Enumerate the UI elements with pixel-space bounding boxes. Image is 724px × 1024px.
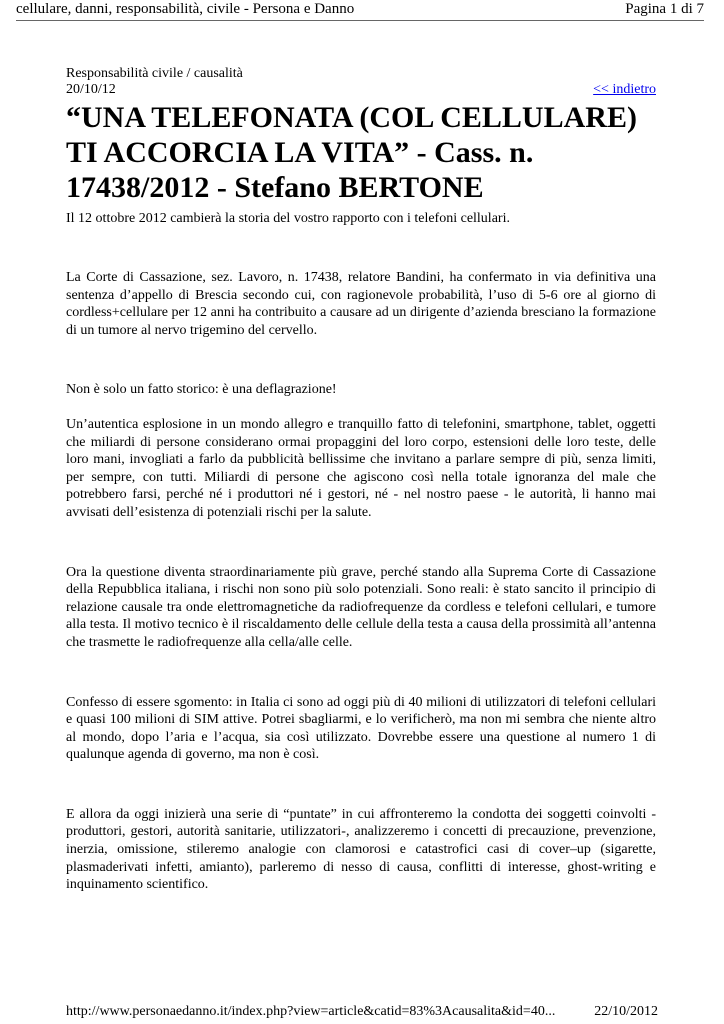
paragraph: Confesso di essere sgomento: in Italia ci sono ad oggi più di 40 milioni di utilizzatori di telefoni cellulari e quasi 100 milioni di SIM attive. Potrei sbagliarmi, e lo verificherò, ma non mi sembra che niente altro al mondo, dopo l’aria e l’acqua, sia così utilizzato. Dovrebbe essere una questione al numero 1 di qualunque agenda di governo, ma non è così. bbox=[66, 694, 656, 763]
date-row bbox=[66, 82, 656, 98]
paragraph: E allora da oggi inizierà una serie di “puntate” in cui affronteremo la condotta dei soggetti coinvolti - produttori, gestori, autorità sanitarie, utilizzatori-, analizzeremo i concetti di precauzione, prevenzione, inerzia, omissione, stileremo analogie con clamorosi e catastrofici casi di cover–up (sigarette, plasmaderivati infetti, amianto), parleremo di nesso di causa, conflitti di interesse, ghost-writing e inquinamento scientifico. bbox=[66, 806, 656, 893]
article-category: Responsabilità civile / causalità bbox=[66, 66, 243, 81]
print-header bbox=[16, 0, 704, 21]
article-title: “UNA TELEFONATA (COL CELLULARE) TI ACCORCIA LA VITA” - Cass. n. 17438/2012 - Stefano BERTONE bbox=[66, 101, 637, 204]
back-link[interactable]: << indietro bbox=[593, 82, 656, 97]
article-subtitle: Il 12 ottobre 2012 cambierà la storia del vostro rapporto con i telefoni cellulari. bbox=[66, 211, 510, 226]
page-counter: Pagina 1 di 7 bbox=[625, 1, 704, 17]
paragraph: Ora la questione diventa straordinariamente più grave, perché stando alla Suprema Corte di Cassazione della Repubblica italiana, i rischi non sono più solo potenziali. Sono reali: è stato sancito il principio di relazione causale tra onde elettromagnetiche da radiofrequenze da cordless e telefoni cellulari, e tumore alla testa. Il motivo tecnico è il riscaldamento delle cellule della testa a causa della prossimità all’antenna che trasmette le radiofrequenze alla cella/alle celle. bbox=[66, 564, 656, 650]
paragraph: La Corte di Cassazione, sez. Lavoro, n. 17438, relatore Bandini, ha confermato in via definitiva una sentenza d’appello di Brescia secondo cui, con ragionevole probabilità, l’uso di 5-6 ore al giorno di cordless+cellulare per 12 anni ha contribuito a causare ad un dirigente d’azienda bresciano la formazione di un tumore al nervo trigemino del cervello. bbox=[66, 270, 656, 338]
print-footer bbox=[66, 1004, 658, 1020]
paragraph: Un’autentica esplosione in un mondo allegro e tranquillo fatto di telefonini, smartphone, tablet, oggetti che miliardi di persone considerano ormai propaggini del loro corpo, estensioni delle loro teste, delle loro mani, invogliati a farlo da pubblicità bellissime che invitano a parlare sempre di più, senza limiti, per sempre, con tutti. Miliardi di persone che agiscono così nella totale ignoranza del male che potrebbero farsi, perché né i produttori né i gestori, né - nel nostro paese - le autorità, li hanno mai avvisati dell’esistenza di potenziali rischi per la salute. bbox=[66, 416, 656, 520]
print-header-title: cellulare, danni, responsabilità, civile - Persona e Danno bbox=[16, 1, 355, 17]
article-date: 20/10/12 bbox=[66, 82, 116, 97]
print-date: 22/10/2012 bbox=[594, 1004, 658, 1019]
page-url: http://www.personaedanno.it/index.php?view=article&catid=83%3Acausalita&id=40... bbox=[66, 1004, 556, 1019]
paragraph: Non è solo un fatto storico: è una deflagrazione! bbox=[66, 382, 337, 398]
article bbox=[66, 66, 656, 894]
